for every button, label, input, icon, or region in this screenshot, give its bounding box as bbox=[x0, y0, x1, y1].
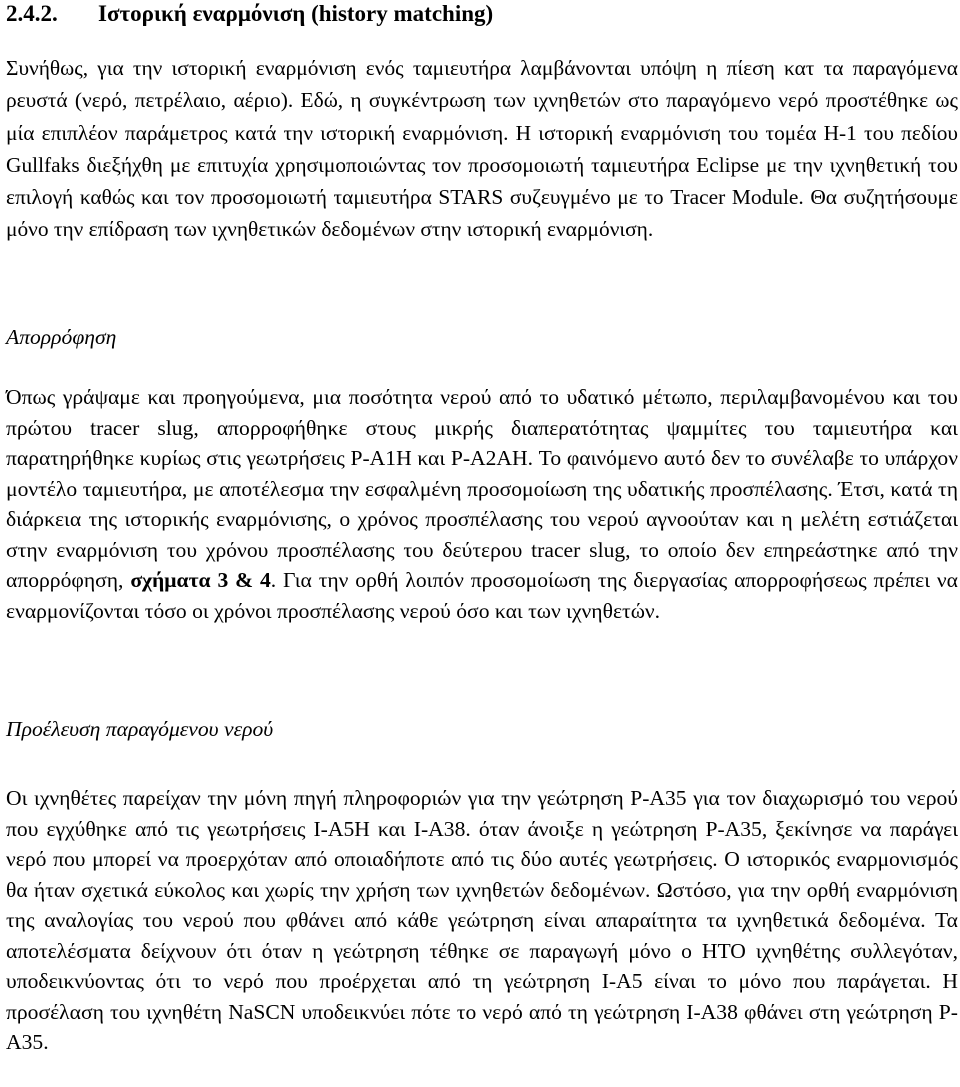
absorption-text-before: Όπως γράψαμε και προηγούμενα, μια ποσότητα νερού από το υδατικό μέτωπο, περιλαμβανομένου και του πρώτου tracer slug, απορροφήθηκε στους μικρής διαπερατότητας ψαμμίτες του ταμιευτήρα και παρατηρήθηκε κυρίως στις γεωτρήσεις P-A1H και P-A2AH. Το φαινόμενο αυτό δεν το συνέλαβε το υπάρχον μοντέλο ταμιευτήρα, με αποτέλεσμα την εσφαλμένη προσομοίωση της υδατικής προσπέλασης. Έτσι, κατά τη διάρκεια της ιστορικής εναρμόνισης, ο χρόνος προσπέλασης του νερού αγνοούταν και η μελέτη εστιάζεται στην εναρμόνιση του χρόνου προσπέλασης του δεύτερου tracer slug, το οποίο δεν επηρεάστηκε από την απορρόφηση, bbox=[6, 385, 958, 592]
absorption-paragraph bbox=[6, 382, 958, 626]
figure-reference: σχήματα 3 & 4 bbox=[130, 568, 271, 592]
section-title: Ιστορική εναρμόνιση (history matching) bbox=[98, 1, 494, 26]
section-number: 2.4.2. bbox=[6, 1, 58, 26]
subheading-absorption: Απορρόφηση bbox=[6, 325, 117, 349]
intro-paragraph: Συνήθως, για την ιστορική εναρμόνιση ενός ταμιευτήρα λαμβάνονται υπόψη η πίεση κατ τα παραγόμενα ρευστά (νερό, πετρέλαιο, αέριο). Εδώ, η συγκέντρωση των ιχνηθετών στο παραγόμενο νερό προστέθηκε ως μία επιπλέον παράμετρος κατά την ιστορική εναρμόνιση. Η ιστορική εναρμόνιση του τομέα Η-1 του πεδίου Gullfaks διεξήχθη με επιτυχία χρησιμοποιώντας τον προσομοιωτή ταμιευτήρα Eclipse με την ιχνηθετική του επιλογή καθώς και τον προσομοιωτή ταμιευτήρα STARS συζευγμένο με το Tracer Module. Θα συζητήσουμε μόνο την επίδραση των ιχνηθετικών δεδομένων στην ιστορική εναρμόνιση. bbox=[6, 56, 958, 242]
water-origin-paragraph: Οι ιχνηθέτες παρείχαν την μόνη πηγή πληροφοριών για την γεώτρηση P-A35 για τον διαχωρισμό του νερού που εγχύθηκε από τις γεωτρήσεις I-A5H και I-A38. όταν άνοιξε η γεώτρηση P-A35, ξεκίνησε να παράγει νερό που μπορεί να προερχόταν από οποιαδήποτε από τις δύο αυτές γεωτρήσεις. Ο ιστορικός εναρμονισμός θα ήταν σχετικά εύκολος και χωρίς την χρήση των ιχνηθετών δεδομένων. Ωστόσο, για την ορθή εναρμόνιση της αναλογίας του νερού που φθάνει από κάθε γεώτρηση είναι απαραίτητα τα ιχνηθετικά δεδομένα. Τα αποτελέσματα δείχνουν ότι όταν η γεώτρηση τέθηκε σε παραγωγή μόνο ο HTO ιχνηθέτης συλλεγόταν, υποδεικνύοντας ότι το νερό που προέρχεται από τη γεώτρηση I-A5 είναι το μόνο που παράγεται. Η προσέλαση του ιχνηθέτη NaSCN υποδεικνύει πότε το νερό από τη γεώτρηση I-A38 φθάνει στη γεώτρηση P-A35. bbox=[6, 786, 958, 1054]
section-heading bbox=[6, 0, 493, 28]
absorption-text-after: . Για την ορθή λοιπόν προσομοίωση της διεργασίας απορροφήσεως πρέπει να εναρμονίζονται τόσο οι χρόνοι προσπέλασης νερού όσο και των ιχνηθετών. bbox=[6, 568, 958, 623]
subheading-water-origin: Προέλευση παραγόμενου νερού bbox=[6, 717, 274, 741]
